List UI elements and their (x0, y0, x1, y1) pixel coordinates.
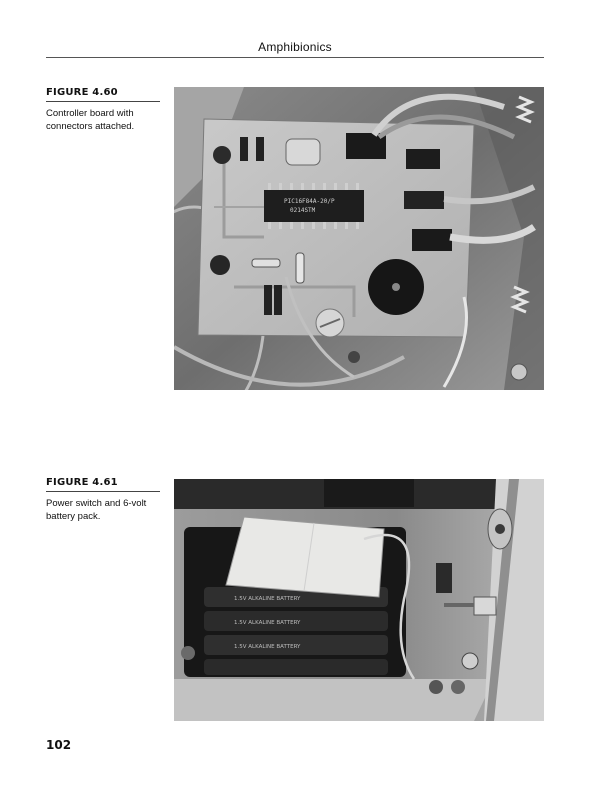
figure-label: FIGURE 4.61 (46, 477, 160, 492)
battery-label: 1.5V ALKALINE BATTERY (234, 644, 301, 650)
controller-board-illustration (174, 87, 544, 390)
caption-line: Controller board with (46, 108, 134, 119)
page-number: 102 (46, 738, 72, 752)
figure-4-60-caption-block (46, 87, 160, 133)
caption-line: battery pack. (46, 511, 101, 522)
header-rule (46, 57, 544, 58)
caption-line: connectors attached. (46, 121, 135, 132)
figure-4-61-caption-block (46, 477, 160, 523)
chip-marking: PIC16F84A-20/P (284, 198, 335, 205)
battery-label: 1.5V ALKALINE BATTERY (234, 596, 301, 602)
battery-pack-photo (174, 479, 544, 721)
running-head: Amphibionics (258, 40, 332, 54)
battery-label: 1.5V ALKALINE BATTERY (234, 620, 301, 626)
caption-line: Power switch and 6-volt (46, 498, 147, 509)
figure-caption (46, 107, 160, 133)
figure-caption (46, 497, 160, 523)
chip-marking: 0214STM (290, 207, 316, 214)
controller-board-photo (174, 87, 544, 390)
figure-label: FIGURE 4.60 (46, 87, 160, 102)
battery-pack-illustration (174, 479, 544, 721)
